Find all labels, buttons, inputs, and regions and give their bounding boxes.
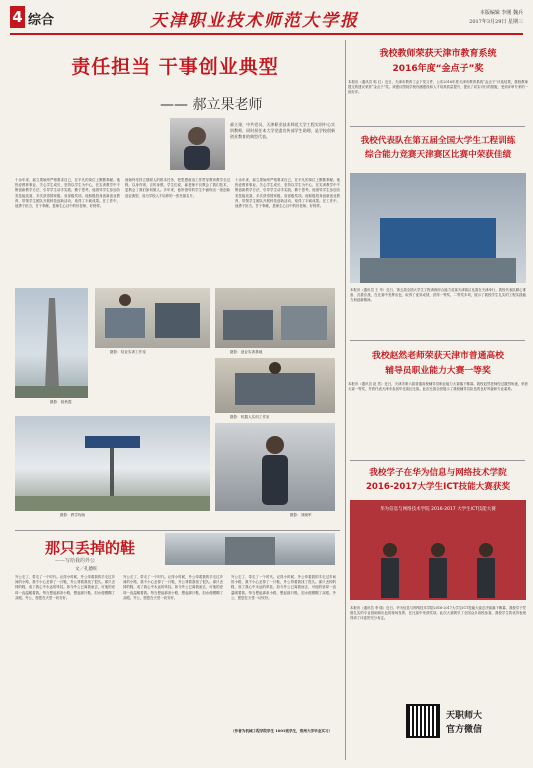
page-number: 4 <box>12 8 23 26</box>
right2-title-1: 我校代表队在第五届全国大学生工程训练 <box>360 136 516 146</box>
qr-code[interactable] <box>406 704 440 738</box>
caption-6: 摄影：刘晓军 <box>290 513 312 517</box>
wechat-label-2: 官方微信 <box>446 725 483 735</box>
photo-award <box>350 500 526 600</box>
sign-icon <box>15 416 210 511</box>
right4-title-2: 2016-2017大学生ICT技能大赛获奖 <box>365 482 511 492</box>
divider-essay <box>15 530 340 531</box>
table-icon <box>350 173 526 283</box>
award-banner-text: 华为信息与网络技术学院 2016-2017 大学生ICT技能大赛 <box>380 507 496 512</box>
right2-body: 本报讯（通讯员 王 华）近日，第五届全国大学生工程训练综合能力竞赛天津赛区比赛在天津举行。我校代表队精心准备、沉着应战，在比赛中发挥出色，取得了优异成绩，获得一等奖、二等奖多项，展示了我校学生扎实的工程实践能力和创新精神。 <box>350 288 526 303</box>
caption-1: 摄影：段秋霞 <box>50 400 72 404</box>
photo-tower <box>15 288 88 398</box>
essay <box>15 533 340 763</box>
right-story-1 <box>348 40 528 125</box>
machine-icon <box>95 288 210 348</box>
essay-title: 那只丢掉的鞋 <box>44 539 135 557</box>
right2-title-2: 综合能力竞赛天津赛区比赛中荣获佳绩 <box>364 150 512 160</box>
right1-body: 本报讯（通讯员 郭 红）近日，天津市教育工会下发文件，公布2016年度天津市教育系统“金点子”评选结果，我校教师提交的建议荣获“金点子”奖。该建议围绕学校内涵建设和人才培养质量提升，提出了切实可行的措施，受到评审专家的一致好评。 <box>348 80 528 95</box>
lead-intro: 郝立果，中共党员，天津职业技术师范大学工程实训中心实训教师，同时担任本大学党委宣传部学生助理，是学校创新创业教育的典型代表。 <box>230 122 335 139</box>
person-standing-icon <box>215 423 335 511</box>
essay-footer: （作者为机械工程学院学生 1601班学生，郑州大学毕业实习） <box>231 729 333 733</box>
person-icon <box>170 118 225 170</box>
photo-workshop-3 <box>215 358 335 413</box>
lead-subtitle: —— 郝立果老师 <box>160 97 263 113</box>
essay-body-col1: 外公走了，带走了一个时代。记得小时候，外公牵着我的手走过乡间的小路，我不小心丢掉了一只鞋，外公背着我找了很久。那只丢掉的鞋，成了我心中永远的牵挂。如今外公已离我而去，可他的爱却一直温暖着我。每当想起那条小路，想起那只鞋，泪水便模糊了双眼。外公，愿您在天堂一切安好。 <box>15 575 115 600</box>
caption-2: 摄影：结业实训工作室 <box>110 350 146 354</box>
photo-competition <box>350 173 526 283</box>
divider-r2 <box>350 340 525 341</box>
right3-title-2: 辅导员职业能力大赛一等奖 <box>385 366 491 376</box>
masthead: 天津职业技术师范大学报 <box>150 11 359 31</box>
right-story-4 <box>348 462 528 762</box>
portrait-photo <box>170 118 225 170</box>
photo-workshop-1 <box>95 288 210 348</box>
right-story-3 <box>348 342 528 457</box>
lead-body-col2: 他始终坚持立德树人的根本任务，把思想政治工作贯穿教育教学全过程，以身作则，言传身教。学生们说，郝老师不仅教会了我们技术，更教会了我们如何做人。多年来，他所指导的学生中涌现出一批创新创业典型，成为学校人才培养的一张亮丽名片。 <box>125 178 230 198</box>
right1-title-1: 我校教师荣获天津市教育系统 <box>379 49 497 59</box>
date-line: 2017年3月29日 星期三 <box>469 19 523 25</box>
caption-3: 摄影：创业实训基地 <box>230 350 263 354</box>
essay-subtitle: ——写给我的外公 <box>55 558 96 564</box>
editors-line: 本版编辑 李刚 魏兵 <box>479 10 523 16</box>
building-icon <box>165 533 335 565</box>
right3-title-1: 我校赵然老师荣获天津市普通高校 <box>372 351 504 361</box>
header-rule <box>10 33 523 35</box>
essay-author: 文／孔德旺 <box>75 567 98 572</box>
essay-body-col2: 外公走了，带走了一个时代。记得小时候，外公牵着我的手走过乡间的小路，我不小心丢掉了一只鞋，外公背着我找了很久。那只丢掉的鞋，成了我心中永远的牵挂。如今外公已离我而去，可他的爱却一直温暖着我。每当想起那条小路，想起那只鞋，泪水便模糊了双眼。外公，愿您在天堂一切安好。 <box>123 575 223 600</box>
photo-building <box>165 533 335 565</box>
lab-icon <box>215 288 335 348</box>
right-story-2 <box>348 128 528 338</box>
lead-body-col1: 十余年来，郝立果始终严格要求自己，在平凡的岗位上默默奉献。他热爱教育事业，关心学生成长，坚持以学生为中心，在实训教学中不断创新教学方法，引导学生动手实践、勤于思考。他指导学生参加各类技能竞赛，多次获得国家级、省部级奖项。他积极投身创新创业教育，带领学生团队开展科技创新活动，取得了丰硕成果。在工作中，他勇于担当，甘于奉献，是师生心目中的好老师、好榜样。 <box>15 178 120 209</box>
right3-body: 本报讯（通讯员 赵 然）近日，天津市第六届普通高校辅导员职业能力大赛落下帷幕。我校赵然老师经过激烈角逐，荣获大赛一等奖，并将代表天津市参加华北赛区比赛。此次比赛全面展示了我校辅导员队伍的良好风貌和专业素养。 <box>348 382 528 392</box>
right1-title-2: 2016年度“金点子”奖 <box>392 64 484 74</box>
lead-title: 责任担当 干事创业典型 <box>71 56 279 78</box>
robot-icon <box>215 358 335 413</box>
page-number-block <box>10 6 25 28</box>
column-divider <box>345 40 346 760</box>
caption-5: 摄影：教学现场 <box>60 513 86 517</box>
wechat-label-1: 天职师大 <box>446 711 483 721</box>
section-label: 综合 <box>28 13 55 28</box>
lead-story <box>0 38 345 528</box>
right4-title-1: 我校学子在华为信息与网络技术学院 <box>369 468 507 478</box>
essay-body-col3: 外公走了，带走了一个时代。记得小时候，外公牵着我的手走过乡间的小路，我不小心丢掉了一只鞋，外公背着我找了很久。那只丢掉的鞋，成了我心中永远的牵挂。如今外公已离我而去，可他的爱却一直温暖着我。每当想起那条小路，想起那只鞋，泪水便模糊了双眼。外公，愿您在天堂一切安好。 <box>231 575 336 600</box>
header-bar <box>0 0 533 40</box>
photo-portrait-2 <box>215 423 335 511</box>
right4-body: 本报讯（通讯员 李 瑞）近日，华为信息与网络技术学院2016-2017大学生ICT技能大赛总决赛落下帷幕。我校学子凭借扎实的专业基础和出色的现场发挥，在比赛中荣获奖项。此次大赛吸引了全国众多高校参赛，我校学生的优异表现得到了评委的充分肯定。 <box>350 606 526 621</box>
photo-workshop-2 <box>215 288 335 348</box>
photo-sign <box>15 416 210 511</box>
tower-icon <box>15 288 88 398</box>
divider-r3 <box>350 460 525 461</box>
divider-r1 <box>350 126 525 127</box>
lead-body-col3: 十余年来，郝立果始终严格要求自己，在平凡的岗位上默默奉献。他热爱教育事业，关心学生成长，坚持以学生为中心，在实训教学中不断创新教学方法，引导学生动手实践、勤于思考。他指导学生参加各类技能竞赛，多次获得国家级、省部级奖项。他积极投身创新创业教育，带领学生团队开展科技创新活动，取得了丰硕成果。在工作中，他勇于担当，甘于奉献，是师生心目中的好老师、好榜样。 <box>235 178 340 209</box>
caption-4: 摄影：机器人实训工作室 <box>230 415 270 419</box>
group-icon <box>350 528 526 598</box>
